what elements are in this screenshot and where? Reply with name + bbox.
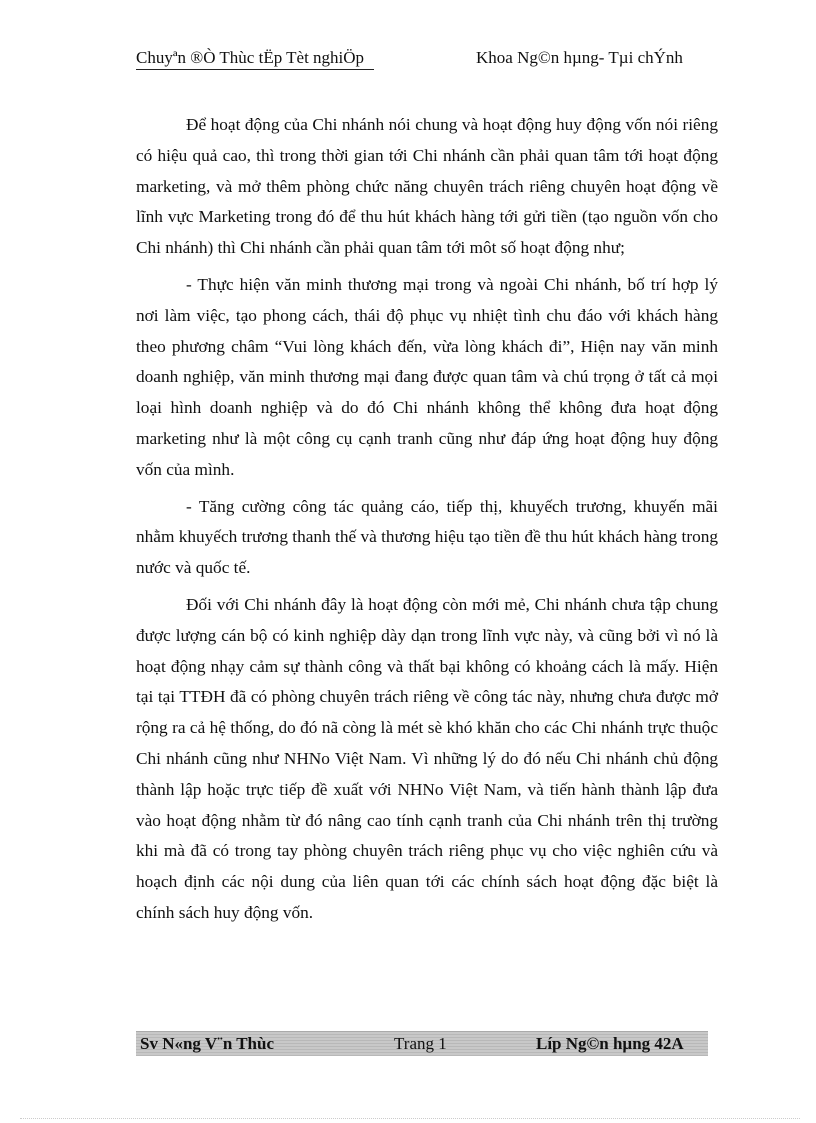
paragraph: - Thực hiện văn minh thương mại trong và ngoài Chi nhánh, bố trí hợp lý nơi làm việc, tạo phong cách, thái độ phục vụ nhiệt tình chu đáo với khách hàng theo phương châm “Vui lòng khách đến, vừa lòng khách đi”, Hiện nay văn minh doanh nghiệp, văn minh thương mại đang được quan tâm và chú trọng ở tất cả mọi loại hình doanh nghiệp và do đó Chi nhánh không thể không đưa hoạt động marketing như là một công cụ cạnh tranh cũng như đáp ứng hoạt động huy động vốn của mình. xyxy=(136,274,718,479)
page-header xyxy=(134,48,714,72)
header-right-title: Khoa Ng©n hµng- Tµi chÝnh xyxy=(476,48,683,67)
paragraph: - Tăng cường công tác quảng cáo, tiếp thị, khuyếch trương, khuyến mãi nhằm khuyếch trương thanh thế và thương hiệu tạo tiền đề thu hút khách hàng trong nước và quốc tế. xyxy=(136,496,718,578)
page-footer xyxy=(136,1031,708,1056)
document-body xyxy=(136,110,718,935)
header-left-title: Chuyªn ®Ò Thùc tËp Tèt nghiÖp xyxy=(136,48,374,70)
page-edge-divider xyxy=(20,1118,800,1119)
paragraph: Để hoạt động của Chi nhánh nói chung và hoạt động huy động vốn nói riêng có hiệu quả cao, thì trong thời gian tới Chi nhánh cần phải quan tâm tới hoạt động marketing, và mở thêm phòng chức năng chuyên trách riêng chuyên hoạt động về lĩnh vực Marketing trong đó để thu hút khách hàng tới gửi tiền (tạo nguồn vốn cho Chi nhánh) thì Chi nhánh cần phải quan tâm tới môt số hoạt động như; xyxy=(136,115,718,258)
footer-author: Sv N«ng V¨n Thùc xyxy=(140,1034,275,1053)
paragraph: Đối với Chi nhánh đây là hoạt động còn mới mẻ, Chi nhánh chưa tập chung được lượng cán bộ có kinh nghiệp dày dạn trong lĩnh vực này, và cũng bởi vì nó là hoạt động nhạy cảm sự thành công và thất bại không có khoảng cách là mấy. Hiện tại tại TTĐH đã có phòng chuyên trách riêng về công tác này, nhưng chưa được mở rộng ra cả hệ thống, do đó nã còng là mét sè khó khăn cho các Chi nhánh trực thuộc Chi nhánh cũng như NHNo Việt Nam. Vì những lý do đó nếu Chi nhánh chủ động thành lập hoặc trực tiếp đề xuất với NHNo Việt Nam, và tiến hành thành lập đưa vào hoạt động nhằm từ đó nâng cao tính cạnh tranh của Chi nhánh trên thị trường khi mà đã có trong tay phòng chuyên trách riêng phục vụ cho việc nghiên cứu và hoạch định các nội dung của liên quan tới các chính sách hoạt động đặc biệt là chính sách huy động vốn. xyxy=(136,594,718,922)
footer-page-number: Trang 1 xyxy=(394,1034,447,1053)
footer-class: Líp Ng©n hµng 42A xyxy=(536,1034,684,1053)
